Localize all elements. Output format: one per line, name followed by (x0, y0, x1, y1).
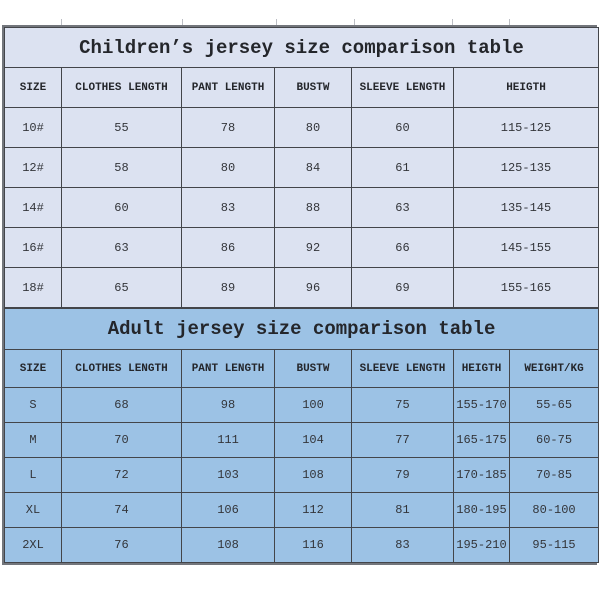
value-cell: 92 (275, 228, 352, 268)
value-cell: 108 (275, 458, 352, 493)
size-label-cell: 12# (5, 148, 62, 188)
value-cell: 95-115 (510, 528, 599, 563)
value-cell: 112 (275, 493, 352, 528)
column-header: SLEEVE LENGTH (352, 68, 454, 108)
value-cell: 69 (352, 268, 454, 308)
value-cell: 83 (352, 528, 454, 563)
value-cell: 155-170 (454, 388, 510, 423)
value-cell: 70 (62, 423, 182, 458)
value-cell: 115-125 (454, 108, 599, 148)
value-cell: 135-145 (454, 188, 599, 228)
column-header: CLOTHES LENGTH (62, 68, 182, 108)
value-cell: 55 (62, 108, 182, 148)
value-cell: 78 (182, 108, 275, 148)
table-row (5, 528, 599, 563)
value-cell: 98 (182, 388, 275, 423)
value-cell: 60 (62, 188, 182, 228)
value-cell: 80 (182, 148, 275, 188)
size-label-cell: 10# (5, 108, 62, 148)
table-title: Children’s jersey size comparison table (5, 28, 599, 68)
size-label-cell: 14# (5, 188, 62, 228)
size-label-cell: 2XL (5, 528, 62, 563)
adult-size-table (4, 308, 599, 563)
table-row (5, 108, 599, 148)
value-cell: 75 (352, 388, 454, 423)
value-cell: 125-135 (454, 148, 599, 188)
value-cell: 70-85 (510, 458, 599, 493)
column-header: CLOTHES LENGTH (62, 350, 182, 388)
value-cell: 111 (182, 423, 275, 458)
size-label-cell: L (5, 458, 62, 493)
table-title: Adult jersey size comparison table (5, 309, 599, 350)
table-row (5, 458, 599, 493)
table-row (5, 493, 599, 528)
table-row (5, 148, 599, 188)
value-cell: 88 (275, 188, 352, 228)
value-cell: 77 (352, 423, 454, 458)
column-header: PANT LENGTH (182, 68, 275, 108)
value-cell: 104 (275, 423, 352, 458)
column-header: SLEEVE LENGTH (352, 350, 454, 388)
value-cell: 79 (352, 458, 454, 493)
size-label-cell: S (5, 388, 62, 423)
column-header: HEIGTH (454, 350, 510, 388)
value-cell: 100 (275, 388, 352, 423)
value-cell: 72 (62, 458, 182, 493)
value-cell: 55-65 (510, 388, 599, 423)
value-cell: 165-175 (454, 423, 510, 458)
value-cell: 68 (62, 388, 182, 423)
value-cell: 58 (62, 148, 182, 188)
column-header: BUSTW (275, 350, 352, 388)
value-cell: 195-210 (454, 528, 510, 563)
value-cell: 106 (182, 493, 275, 528)
children-size-table (4, 27, 599, 308)
value-cell: 89 (182, 268, 275, 308)
value-cell: 76 (62, 528, 182, 563)
column-header: SIZE (5, 68, 62, 108)
value-cell: 108 (182, 528, 275, 563)
value-cell: 145-155 (454, 228, 599, 268)
table-row (5, 423, 599, 458)
value-cell: 170-185 (454, 458, 510, 493)
value-cell: 83 (182, 188, 275, 228)
table-row (5, 388, 599, 423)
value-cell: 60-75 (510, 423, 599, 458)
size-label-cell: 18# (5, 268, 62, 308)
size-label-cell: XL (5, 493, 62, 528)
table-row (5, 228, 599, 268)
value-cell: 84 (275, 148, 352, 188)
value-cell: 63 (62, 228, 182, 268)
column-header: HEIGTH (454, 68, 599, 108)
value-cell: 63 (352, 188, 454, 228)
value-cell: 86 (182, 228, 275, 268)
value-cell: 80-100 (510, 493, 599, 528)
table-row (5, 188, 599, 228)
value-cell: 155-165 (454, 268, 599, 308)
table-row (5, 268, 599, 308)
column-header: WEIGHT/KG (510, 350, 599, 388)
value-cell: 103 (182, 458, 275, 493)
value-cell: 74 (62, 493, 182, 528)
value-cell: 66 (352, 228, 454, 268)
value-cell: 81 (352, 493, 454, 528)
value-cell: 80 (275, 108, 352, 148)
value-cell: 116 (275, 528, 352, 563)
column-header: SIZE (5, 350, 62, 388)
column-header: BUSTW (275, 68, 352, 108)
size-tables (2, 25, 597, 565)
value-cell: 96 (275, 268, 352, 308)
size-label-cell: 16# (5, 228, 62, 268)
value-cell: 61 (352, 148, 454, 188)
value-cell: 65 (62, 268, 182, 308)
header-row (5, 350, 599, 388)
column-header: PANT LENGTH (182, 350, 275, 388)
value-cell: 60 (352, 108, 454, 148)
size-label-cell: M (5, 423, 62, 458)
header-row (5, 68, 599, 108)
value-cell: 180-195 (454, 493, 510, 528)
